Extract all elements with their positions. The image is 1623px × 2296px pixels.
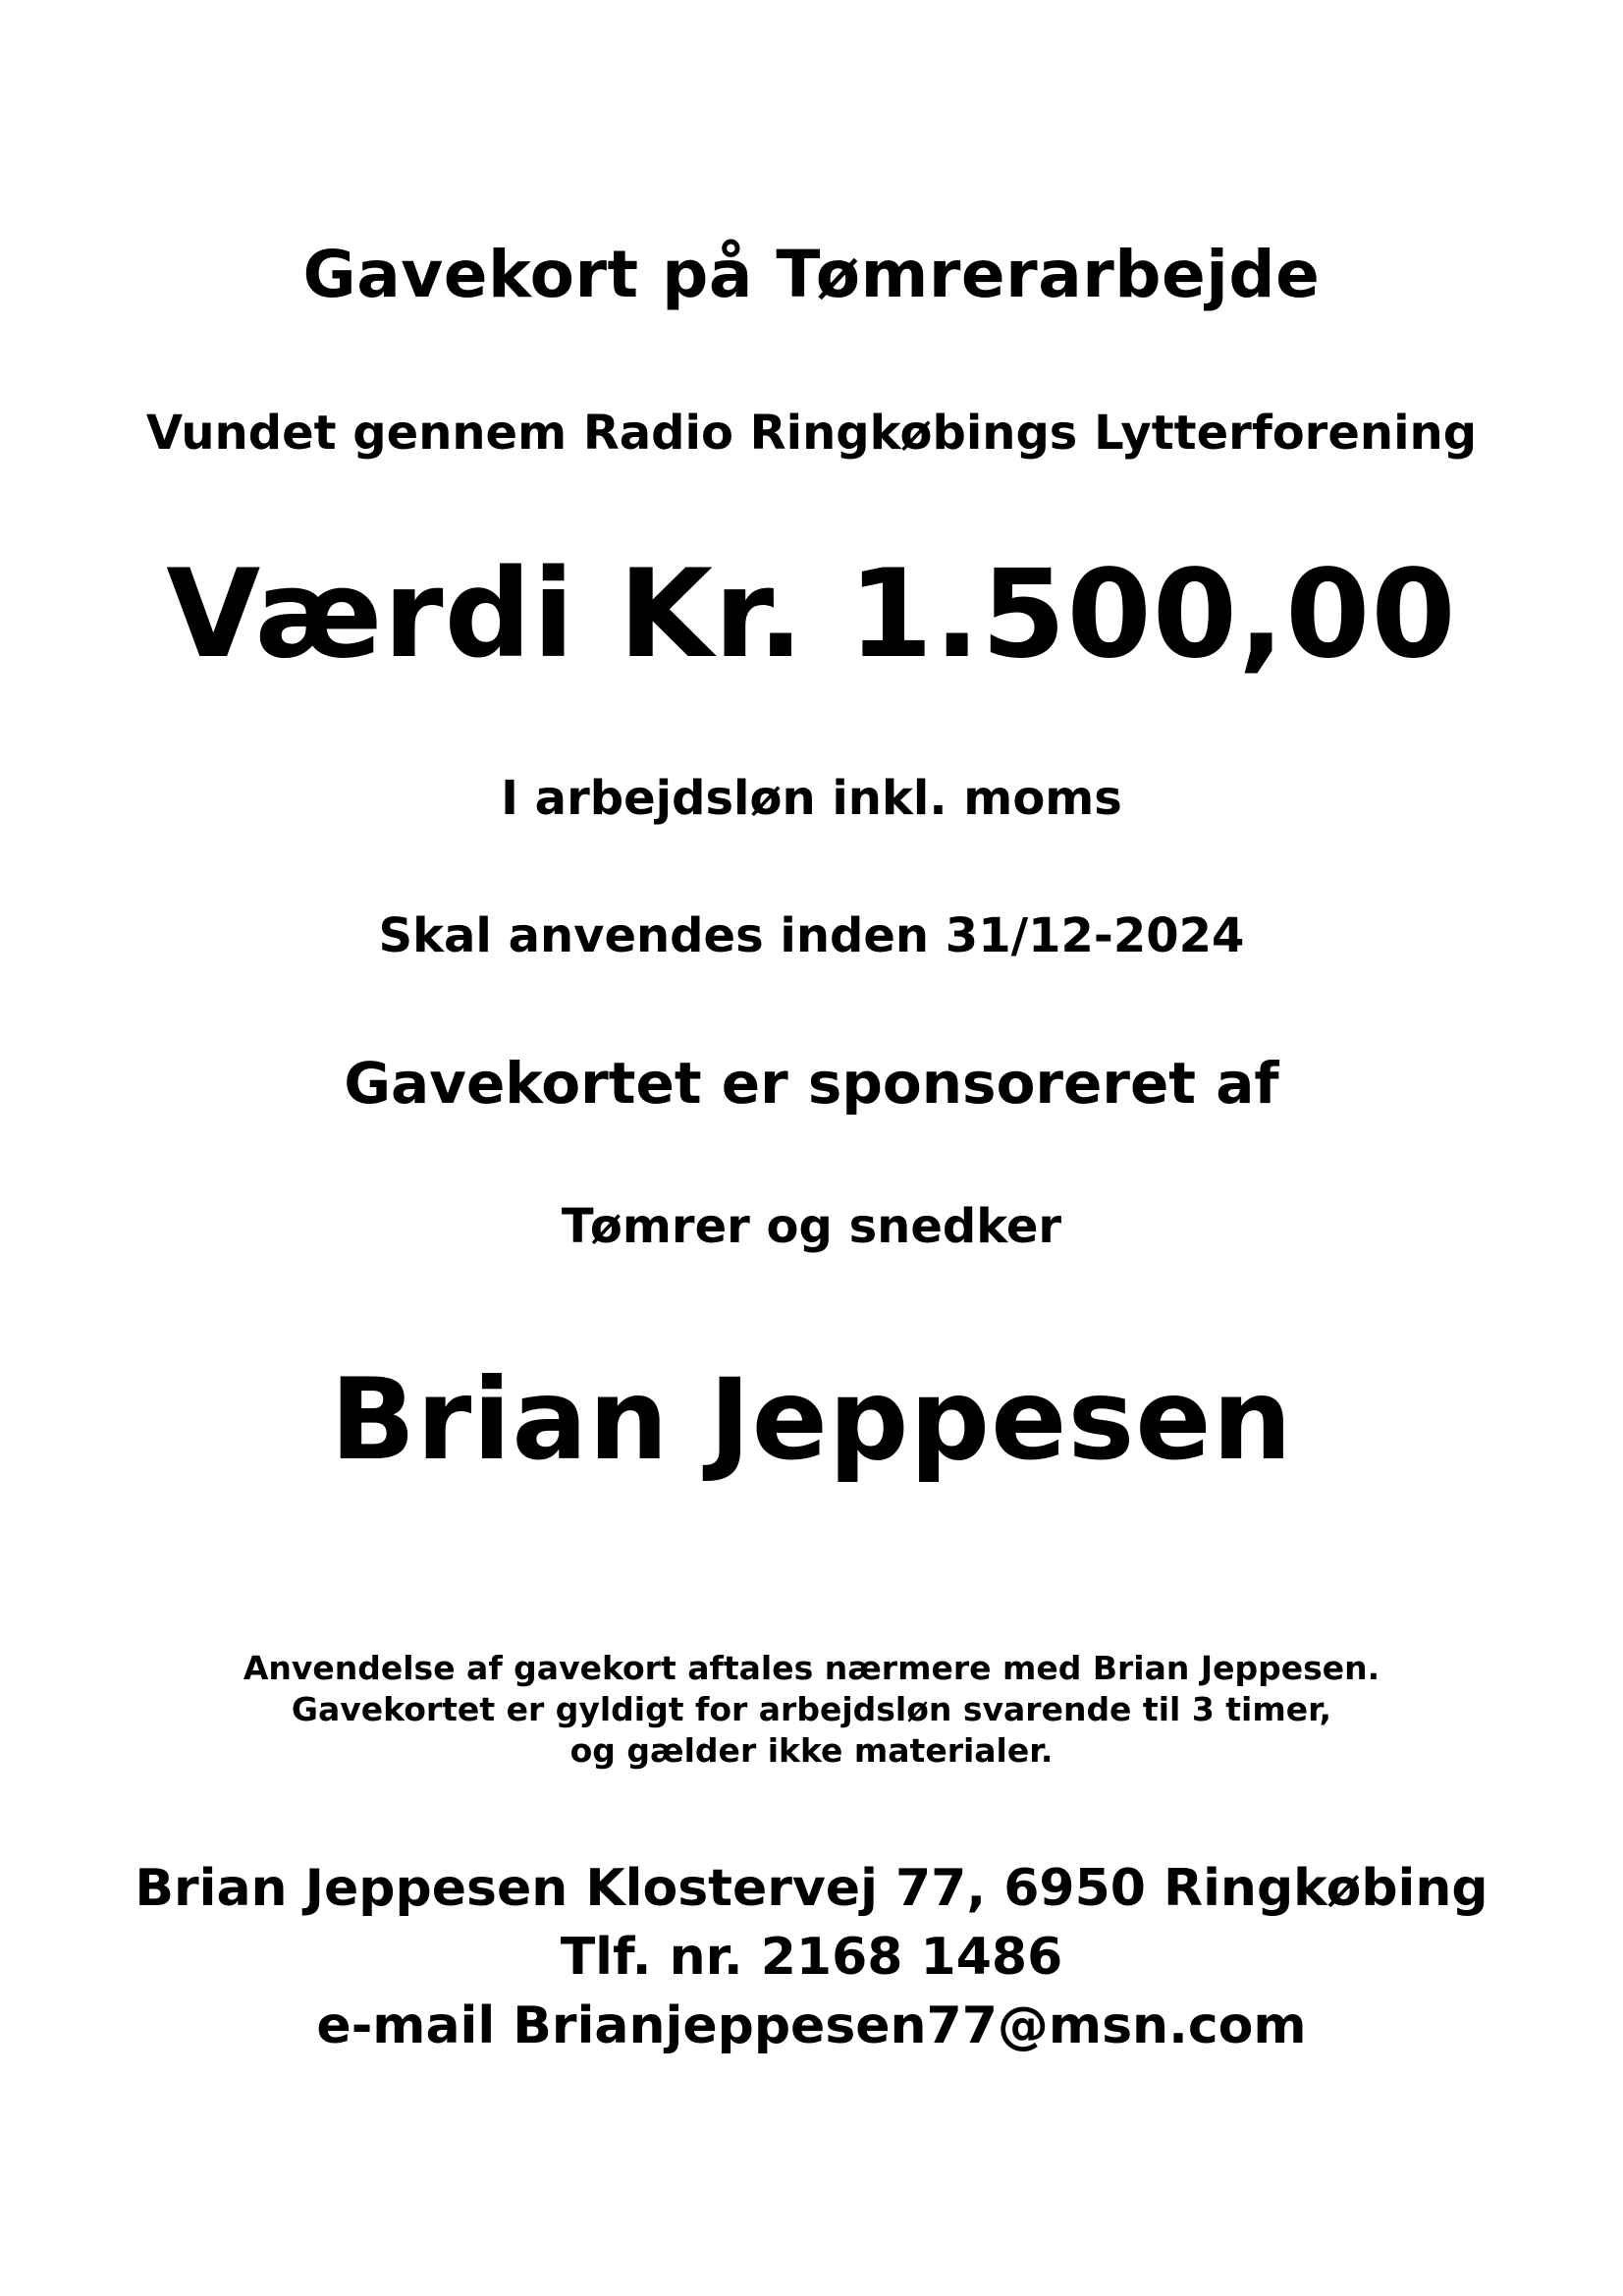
terms-line: og gælder ikke materialer. xyxy=(569,1731,1054,1770)
contact-address: Brian Jeppesen Klostervej 77, 6950 Ringkøbing xyxy=(135,1859,1488,1918)
won-through-subtitle: Vundet gennem Radio Ringkøbings Lytterforening xyxy=(145,406,1478,461)
sponsor-trade: Tømrer og snedker xyxy=(561,1199,1062,1254)
wage-note: I arbejdsløn inkl. moms xyxy=(501,771,1122,826)
terms-line: Gavekortet er gyldigt for arbejdsløn svarende til 3 timer, xyxy=(291,1690,1332,1728)
gift-card-value: Værdi Kr. 1.500,00 xyxy=(166,544,1457,685)
contact-block xyxy=(0,1854,1623,2060)
sponsored-by-heading: Gavekortet er sponsoreret af xyxy=(344,1050,1279,1117)
terms-block xyxy=(0,1648,1623,1772)
contact-phone: Tlf. nr. 2168 1486 xyxy=(560,1928,1063,1987)
gift-card-title: Gavekort på Tømrerarbejde xyxy=(302,237,1321,312)
contact-email: e-mail Brianjeppesen77@msn.com xyxy=(316,1996,1307,2055)
sponsor-name: Brian Jeppesen xyxy=(330,1354,1293,1485)
expiry-deadline: Skal anvendes inden 31/12-2024 xyxy=(378,908,1245,963)
terms-line: Anvendelse af gavekort aftales nærmere med Brian Jeppesen. xyxy=(243,1649,1380,1687)
